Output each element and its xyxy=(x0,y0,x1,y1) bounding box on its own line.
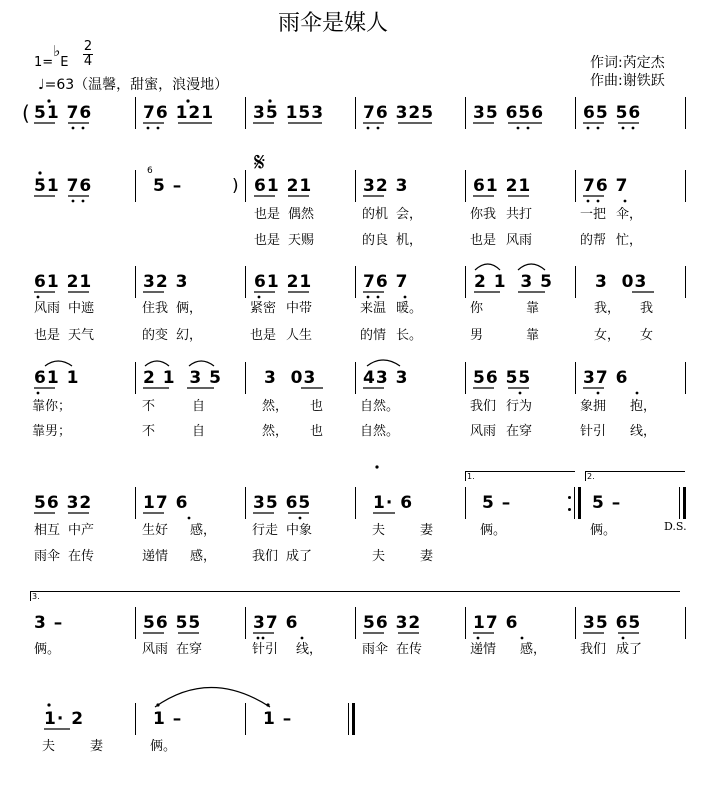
measure: 1 – xyxy=(153,709,183,729)
measure: 1· 6 xyxy=(373,493,414,513)
measure: 35 656 xyxy=(473,103,545,123)
lyric: 也是 xyxy=(34,328,61,343)
lyric: 忙， xyxy=(616,233,643,248)
lyric: 中带 xyxy=(286,301,313,316)
lyric: 中产 xyxy=(68,523,95,538)
lyric: 俩。 xyxy=(590,523,617,538)
lyric: 自 xyxy=(192,399,206,414)
measure: 56 55 xyxy=(473,368,532,388)
lyric: 然， xyxy=(262,399,289,414)
lyric: 不 xyxy=(142,399,156,414)
measure: 76 7 xyxy=(363,272,409,292)
lyric: 也 xyxy=(310,424,324,439)
measure: 17 6 xyxy=(473,613,519,633)
lyric: 也是 xyxy=(254,233,281,248)
lyric: 我们 xyxy=(470,399,497,414)
lyric: 中遮 xyxy=(68,301,95,316)
lyric: 暖。 xyxy=(396,301,423,316)
measure: 56 32 xyxy=(363,613,422,633)
lyric: 针引 xyxy=(580,424,607,439)
lyric: 自然。 xyxy=(360,424,400,439)
lyric: 我 xyxy=(640,301,654,316)
measure: 65 56 xyxy=(583,103,642,123)
lyric: 共打 xyxy=(506,207,533,222)
lyric: 在传 xyxy=(396,642,423,657)
measure: 35 65 xyxy=(253,493,312,513)
lyric: 妻 xyxy=(420,523,434,538)
lyric: 天赐 xyxy=(288,233,315,248)
page-title: 雨伞是媒人 xyxy=(278,11,389,36)
lyric: 男 xyxy=(470,328,484,343)
measure: 37 6 xyxy=(253,613,299,633)
lyric: 夫 xyxy=(42,739,56,754)
measure: 35 153 xyxy=(253,103,325,123)
lyric: 感， xyxy=(520,642,547,657)
lyric: 的情 xyxy=(360,328,387,343)
lyric: 靠 xyxy=(526,328,540,343)
lyric: 风雨 xyxy=(34,301,61,316)
lyric: 来温 xyxy=(360,301,387,316)
lyric: 女 xyxy=(640,328,654,343)
segno-icon: 𝄋 xyxy=(254,148,266,178)
lyric: 紧密 xyxy=(250,301,277,316)
measure: 2 1 3 5 xyxy=(474,272,553,292)
lyric: 也 xyxy=(310,399,324,414)
lyric: 会， xyxy=(396,207,423,222)
volta-3: 3. xyxy=(32,592,40,601)
lyric: 在穿 xyxy=(506,424,533,439)
lyric: 的机 xyxy=(362,207,389,222)
measure: 76 121 xyxy=(143,103,215,123)
measure: 3 – xyxy=(34,613,64,633)
lyric: 俩。 xyxy=(150,739,177,754)
lyric: 幻， xyxy=(176,328,203,343)
lyric: 我们 xyxy=(580,642,607,657)
lyric: 在穿 xyxy=(176,642,203,657)
key-prefix: 1= xyxy=(34,55,54,70)
grace-note: 6 xyxy=(147,166,153,176)
measure: 61 21 xyxy=(254,272,313,292)
lyric: 人生 xyxy=(286,328,313,343)
lyric: 也是 xyxy=(254,207,281,222)
measure: 76 325 xyxy=(363,103,435,123)
lyric: 生好 xyxy=(142,523,169,538)
lyric: 长。 xyxy=(396,328,423,343)
lyric: 住我 xyxy=(142,301,169,316)
measure: 2 1 3 5 xyxy=(143,368,222,388)
volta-1: 1. xyxy=(467,472,475,481)
open-paren: ( xyxy=(22,101,31,125)
lyric: 风雨 xyxy=(142,642,169,657)
lyric: 夫 xyxy=(372,523,386,538)
lyric: 风雨 xyxy=(506,233,533,248)
lyric: 妻 xyxy=(420,549,434,564)
measure: 3 03 xyxy=(264,368,317,388)
time-bottom: 4 xyxy=(83,54,93,69)
lyric: 的良 xyxy=(362,233,389,248)
measure: 35 65 xyxy=(583,613,642,633)
lyric: 针引 xyxy=(252,642,279,657)
lyric: 夫 xyxy=(372,549,386,564)
lyric: 行走 xyxy=(252,523,279,538)
lyric: 一把 xyxy=(580,207,607,222)
measure: 56 32 xyxy=(34,493,93,513)
measure: 17 6 xyxy=(143,493,189,513)
lyric: 然， xyxy=(262,424,289,439)
measure: 1 – xyxy=(263,709,293,729)
measure: 61 21 xyxy=(34,272,93,292)
lyric: 递情 xyxy=(142,549,169,564)
lyric: 你 xyxy=(470,301,484,316)
lyric: 偶然 xyxy=(288,207,315,222)
lyric: 风雨 xyxy=(470,424,497,439)
tempo-text: =63（温馨，甜蜜，浪漫地） xyxy=(44,77,229,93)
composer: 作曲:谢铁跃 xyxy=(590,73,665,89)
lyric: 自然。 xyxy=(360,399,400,414)
lyric: 雨伞 xyxy=(34,549,61,564)
measure: 5 – xyxy=(153,176,183,196)
flat-icon: ♭ xyxy=(53,42,61,60)
quarter-note-icon: ♩ xyxy=(38,77,45,93)
measure: 3 03 xyxy=(595,272,648,292)
measure: 1· 2 xyxy=(44,709,85,729)
lyric: 雨伞 xyxy=(362,642,389,657)
lyric: 靠你； xyxy=(32,399,72,414)
lyric: 天气 xyxy=(68,328,95,343)
measure: 51 76 xyxy=(34,176,93,196)
lyric: 不 xyxy=(142,424,156,439)
measure: 37 6 xyxy=(583,368,629,388)
lyric: 俩， xyxy=(176,301,203,316)
lyric: 靠 xyxy=(526,301,540,316)
lyric: 俩。 xyxy=(480,523,507,538)
close-paren: ) xyxy=(232,176,240,196)
lyric: 相互 xyxy=(34,523,61,538)
lyric: 的帮 xyxy=(580,233,607,248)
lyric: 妻 xyxy=(90,739,104,754)
lyric: 女， xyxy=(594,328,621,343)
lyric: 行为 xyxy=(506,399,533,414)
measure: 61 1 xyxy=(34,368,80,388)
measure: 76 7 xyxy=(583,176,629,196)
underlines xyxy=(34,123,657,729)
measure: 51 76 xyxy=(34,103,93,123)
measure: 61 21 xyxy=(254,176,313,196)
lyric: 中象 xyxy=(286,523,313,538)
measure: 32 3 xyxy=(363,176,409,196)
slurs xyxy=(45,264,545,707)
measure: 43 3 xyxy=(363,368,409,388)
lyric: 在传 xyxy=(68,549,95,564)
key-letter: E xyxy=(60,55,69,70)
lyric: 感， xyxy=(190,549,217,564)
octave-dots xyxy=(37,99,642,706)
lyric: 抱， xyxy=(630,399,657,414)
lyric: 我们 xyxy=(252,549,279,564)
lyric: 自 xyxy=(192,424,206,439)
lyric: 靠男； xyxy=(32,424,72,439)
lyric: 你我 xyxy=(470,207,497,222)
lyric: 成了 xyxy=(616,642,643,657)
lyric: 成了 xyxy=(286,549,313,564)
lyric: 递情 xyxy=(470,642,497,657)
lyric: 我， xyxy=(594,301,621,316)
lyric: 象拥 xyxy=(580,399,607,414)
lyric: 伞， xyxy=(616,207,643,222)
lyric: 机， xyxy=(396,233,423,248)
measure: 5 – xyxy=(482,493,512,513)
lyric: 线， xyxy=(630,424,657,439)
measure: 61 21 xyxy=(473,176,532,196)
lyricist: 作词:芮定杰 xyxy=(590,55,665,71)
measure: 5 – xyxy=(592,493,622,513)
time-top: 2 xyxy=(83,39,93,54)
lyric: 的变 xyxy=(142,328,169,343)
lyric: 也是 xyxy=(470,233,497,248)
lyric: 线， xyxy=(296,642,323,657)
lyric: 也是 xyxy=(250,328,277,343)
volta-2: 2. xyxy=(587,472,595,481)
measure: 32 3 xyxy=(143,272,189,292)
ds-marking: D.S. xyxy=(664,520,687,533)
measure: 56 55 xyxy=(143,613,202,633)
lyric: 俩。 xyxy=(34,642,61,657)
lyric: 感， xyxy=(190,523,217,538)
